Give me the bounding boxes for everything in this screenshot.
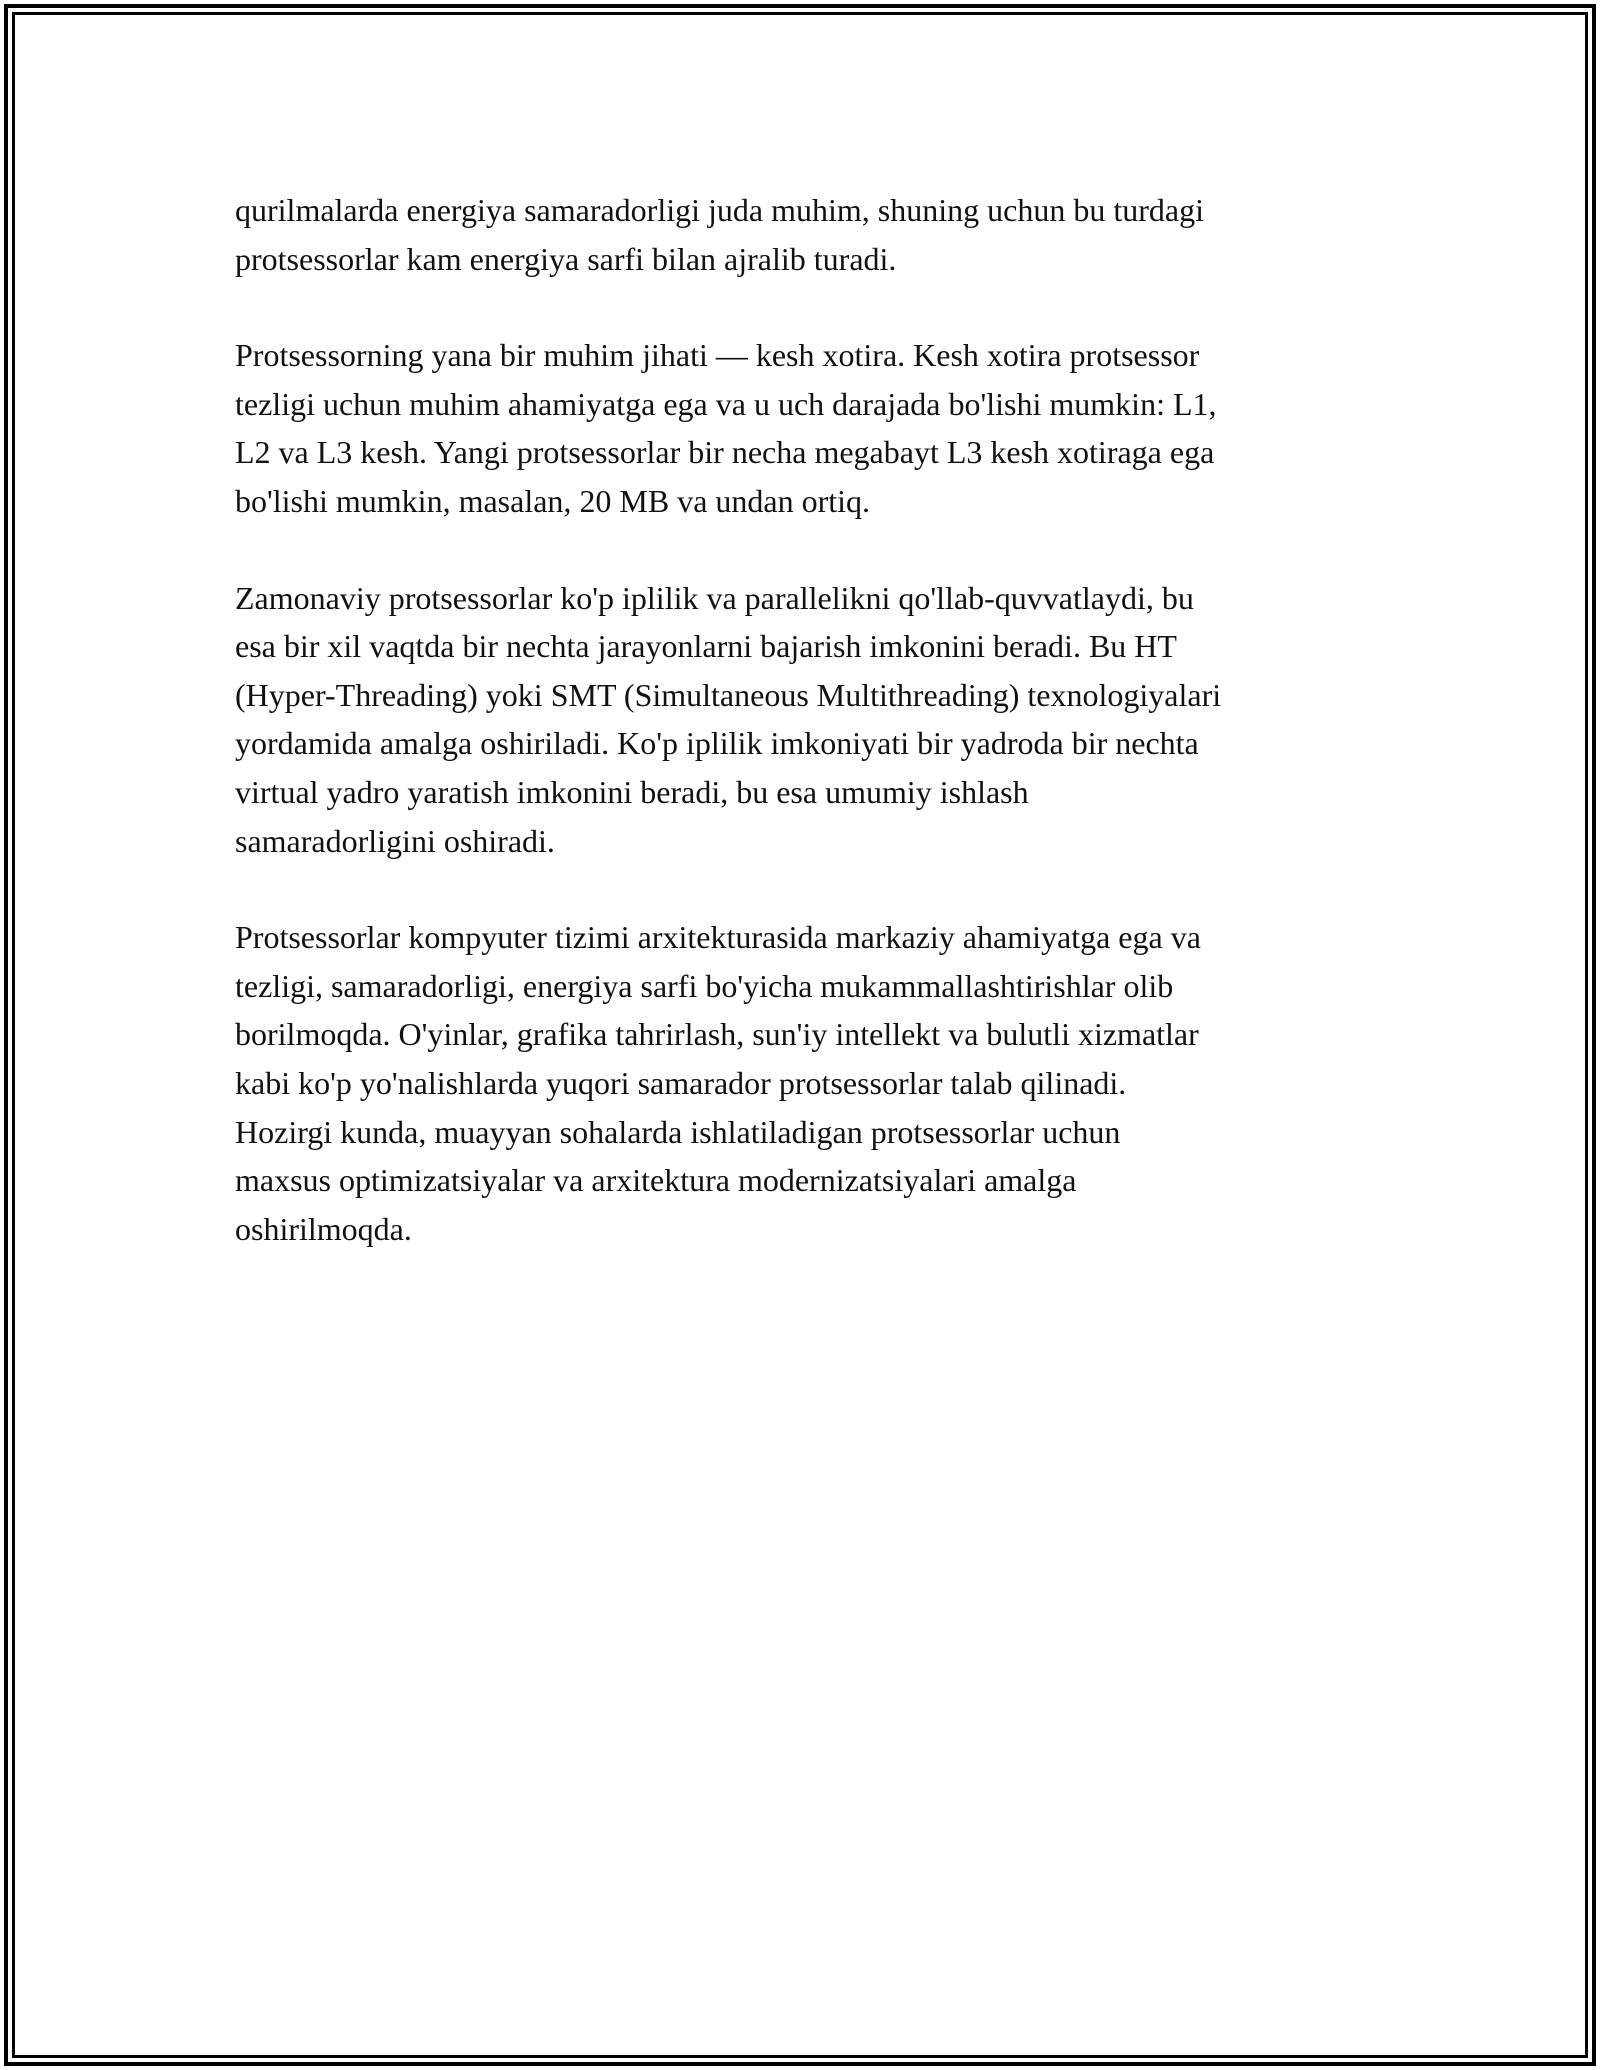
paragraph-cache-memory: Protsessorning yana bir muhim jihati — kesh xotira. Kesh xotira protsessor tezligi uchun muhim ahamiyatga ega va u uch darajada bo'lishi mumkin: L1, L2 va L3 kesh. Yangi protsessorlar bir necha megabayt L3 kesh xotiraga ega bo'lishi mumkin, masalan, 20 MB va undan ortiq. <box>235 337 1217 519</box>
paragraph-conclusion: Protsessorlar kompyuter tizimi arxitekturasida markaziy ahamiyatga ega va tezligi, samaradorligi, energiya sarfi bo'yicha mukammallashtirishlar olib borilmoqda. O'yinlar, grafika tahrirlash, sun'iy intellekt va bulutli xizmatlar kabi ko'p yo'nalishlarda yuqori samarador protsessorlar talab qilinadi. Hozirgi kunda, muayyan sohalarda ishlatiladigan protsessorlar uchun maxsus optimizatsiyalar va arxitektura modernizatsiyalari amalga oshirilmoqda. <box>235 919 1201 1247</box>
paragraph-energy-efficiency: qurilmalarda energiya samaradorligi juda muhim, shuning uchun bu turdagi protsessorlar kam energiya sarfi bilan ajralib turadi. <box>235 192 1204 277</box>
paragraph-multithreading: Zamonaviy protsessorlar ko'p iplilik va parallelikni qo'llab-quvvatlaydi, bu esa bir xil vaqtda bir nechta jarayonlarni bajarish imkonini beradi. Bu HT (Hyper-Threading) yoki SMT (Simultaneous Multithreading) texnologiyalari yordamida amalga oshiriladi. Ko'p iplilik imkoniyati bir yadroda bir nechta virtual yadro yaratish imkonini beradi, bu esa umumiy ishlash samaradorligini oshiradi. <box>235 579 1222 859</box>
document-body <box>235 186 1390 1301</box>
